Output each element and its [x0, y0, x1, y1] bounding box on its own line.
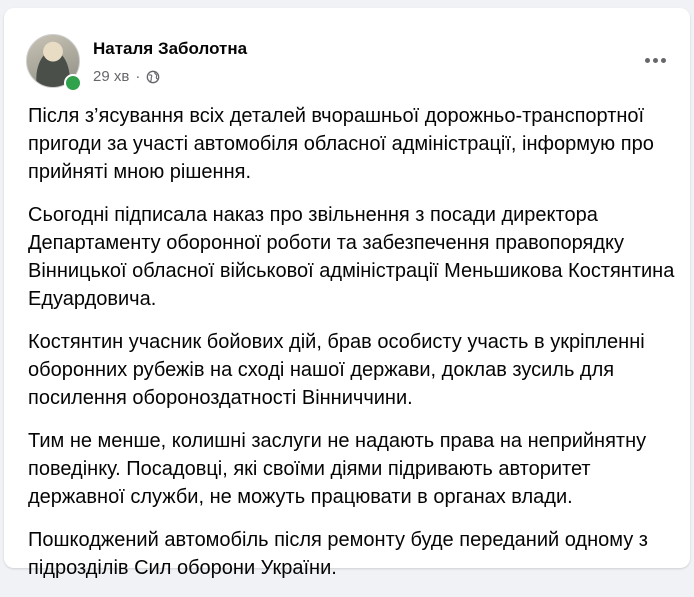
post-text [28, 102, 676, 597]
post-paragraph: Пошкоджений автомобіль після ремонту буде переданий одному з підрозділів Сил оборони України. [28, 529, 648, 579]
post-paragraph: Після з’ясування всіх деталей вчорашньої дорожньо-транспортної пригоди за участі автомобіля обласної адміністрації, інформую про прийняті мною рішення. [28, 105, 654, 183]
author-name[interactable]: Наталя Заболотна [93, 39, 248, 58]
online-status-indicator [64, 74, 82, 92]
more-options-icon[interactable] [640, 48, 670, 72]
post-timestamp[interactable]: 29 хв [93, 68, 130, 85]
post-meta [93, 68, 160, 85]
more-dot [645, 58, 650, 63]
post-paragraph: Костянтин учасник бойових дій, брав особисту участь в укріпленні оборонних рубежів на сході нашої держави, доклав зусиль для посилення обороноздатності Вінниччини. [28, 331, 645, 409]
post-paragraph: Тим не менше, колишні заслуги не надають права на неприйнятну поведінку. Посадовці, які своїми діями підривають авторитет державної служби, не можуть працювати в органах влади. [28, 430, 647, 508]
more-dot [653, 58, 658, 63]
post-card [4, 8, 690, 579]
more-dot [661, 58, 666, 63]
globe-icon[interactable] [146, 70, 160, 84]
meta-separator: · [135, 68, 141, 85]
post-paragraph: Сьогодні підписала наказ про звільнення з посади директора Департаменту оборонної роботи та забезпечення правопорядку Вінницької обласної військової адміністрації Меньшикова Костянтина Едуардовича. [28, 204, 675, 310]
